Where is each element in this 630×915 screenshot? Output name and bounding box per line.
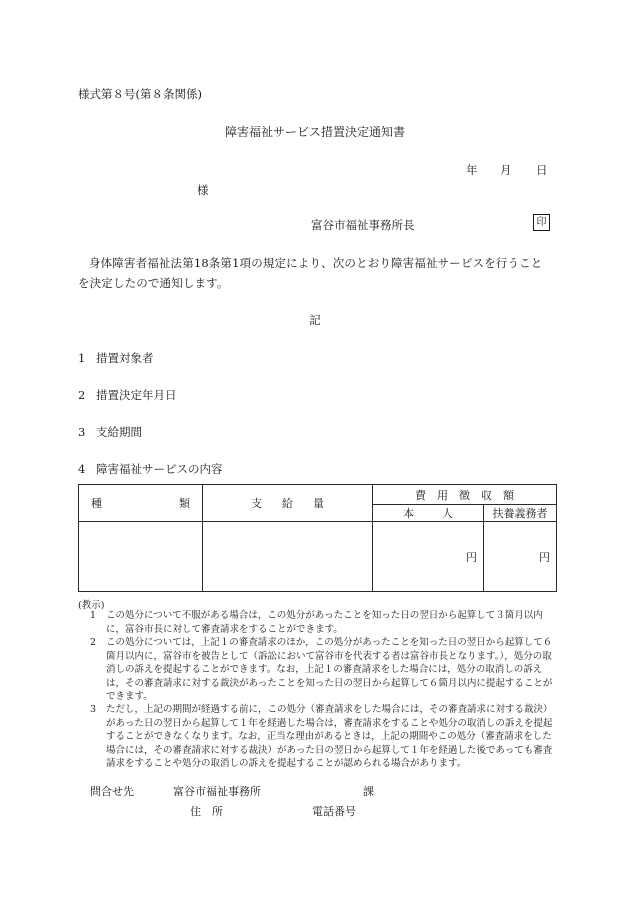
item-label: 支給期間 <box>96 425 142 439</box>
ki-heading: 記 <box>309 313 321 327</box>
date-year-label: 年 <box>466 163 478 177</box>
note-text: この処分について不服がある場合は，この処分があったことを知った日の翌日から起算して３箇月以内に，富谷市長に対して審査請求をすることができます。 <box>106 610 543 635</box>
header-type <box>79 485 203 522</box>
item-decision-date <box>78 387 177 403</box>
header-type-char: 類 <box>179 497 190 510</box>
date-day-label: 日 <box>536 163 548 177</box>
item-period <box>78 424 142 440</box>
note-text: この処分については，上記１の審査請求のほか，この処分があったことを知った日の翌日から起算して６箇月以内に，富谷市を被告として（訴訟において富谷市を代表する者は富谷市長となります。），処分の取消しの訴えを提起することができます。なお，上記１の審査請求をした場合には，処分の取消しの訴えは，その審査請求に対する裁決があったことを知った日の翌日から起算して６箇月以内に提起することができます。 <box>106 637 553 702</box>
cell-amount-value <box>203 522 373 592</box>
note-item <box>90 636 556 704</box>
item-label: 措置対象者 <box>96 351 154 365</box>
contact-section-suffix: 課 <box>363 785 374 798</box>
note-text: ただし，上記の期間が経過する前に，この処分（審査請求をした場合には，その審査請求に対する裁決）があった日の翌日から起算して１年を経過した場合は，審査請求をすることや処分の取消しの訴えを提起することができなくなります。なお，正当な理由があるときは，上記の期間やこの処分（審査請求をした場合には，その審査請求に対する裁決）があった日の翌日から起算して１年を経過した後であっても審査請求をすることや処分の取消しの訴えを提起することが認められる場合があります。 <box>106 704 553 769</box>
document-title: 障害福祉サービス措置決定通知書 <box>224 125 405 139</box>
contact-label: 問合せ先 <box>90 785 134 798</box>
note-number: 3 <box>90 704 97 715</box>
header-self-char: 人 <box>442 507 453 520</box>
cell-guardian-yen: 円 <box>484 522 557 592</box>
item-label: 措置決定年月日 <box>96 388 177 402</box>
body-paragraph: 身体障害者福祉法第18条第1項の規定により、次のとおり障害福祉サービスを行うことを決定したので通知します。 <box>78 256 543 290</box>
item-service-content <box>78 461 223 477</box>
form-number: 様式第８号(第８条関係) <box>78 87 202 101</box>
notes-heading: (教示) <box>78 600 105 611</box>
header-amount <box>203 485 373 522</box>
item-number: 2 <box>78 388 86 402</box>
header-type-char: 種 <box>91 497 102 510</box>
header-amount-char: 支 <box>251 497 262 510</box>
contact-address-label: 住 所 <box>190 805 223 818</box>
contact-office: 富谷市福祉事務所 <box>173 785 261 798</box>
cell-type-value <box>79 522 203 592</box>
header-self-char: 本 <box>403 507 414 520</box>
item-number: 4 <box>78 462 86 476</box>
note-item <box>90 703 556 771</box>
note-number: 1 <box>90 610 97 621</box>
service-table <box>78 484 557 592</box>
header-amount-char: 量 <box>313 497 324 510</box>
header-self <box>373 505 484 522</box>
item-number: 3 <box>78 425 86 439</box>
header-cost: 費 用 徴 収 額 <box>373 485 557 505</box>
item-subject <box>78 350 154 366</box>
contact-phone-label: 電話番号 <box>312 805 356 818</box>
item-label: 障害福祉サービスの内容 <box>96 462 223 476</box>
header-guardian: 扶養義務者 <box>484 505 557 522</box>
cell-self-yen: 円 <box>373 522 484 592</box>
note-number: 2 <box>90 637 97 648</box>
seal-box: 印 <box>533 214 550 231</box>
date-month-label: 月 <box>500 163 512 177</box>
header-amount-char: 給 <box>282 497 293 510</box>
note-item <box>90 609 556 636</box>
item-number: 1 <box>78 351 86 365</box>
addressee-suffix: 様 <box>197 183 209 197</box>
issuer-name: 富谷市福祉事務所長 <box>311 218 415 232</box>
